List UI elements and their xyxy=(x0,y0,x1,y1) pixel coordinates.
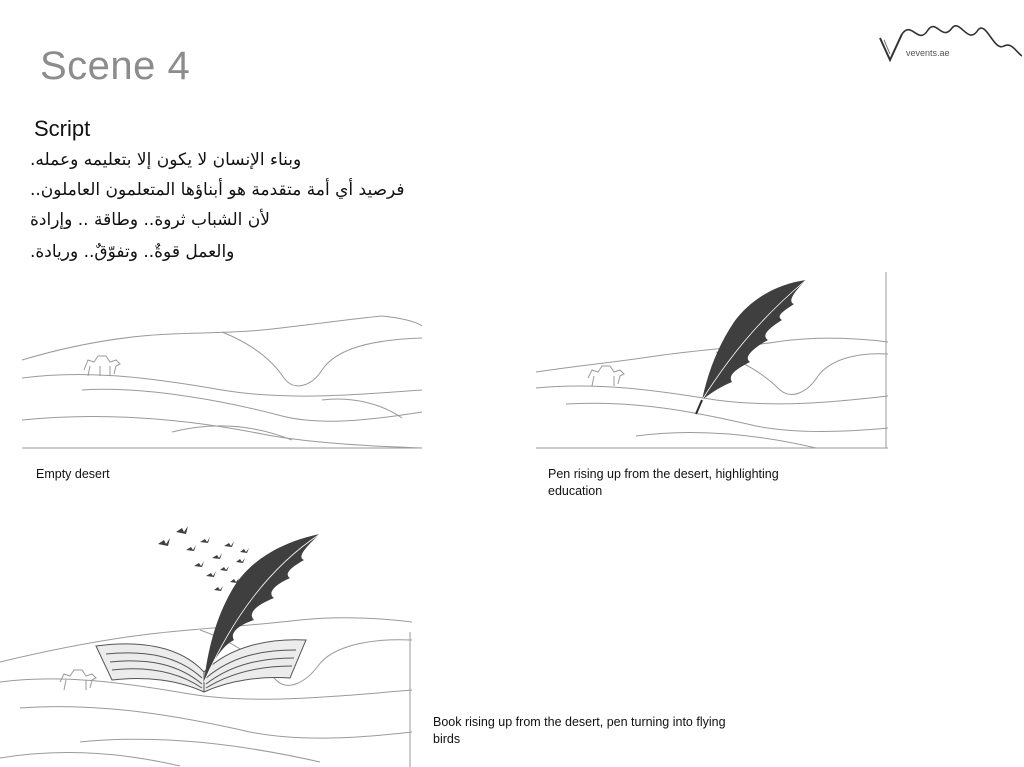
script-line-4: والعمل قوةٌ.. وتفوّقٌ.. وريادة. xyxy=(30,242,235,262)
slide-title: Scene 4 xyxy=(40,44,191,88)
caption-empty-desert: Empty desert xyxy=(36,467,110,481)
script-line-3: لأن الشباب ثروة.. وطاقة .. وإرادة xyxy=(30,210,270,230)
script-line-1: وبناء الإنسان لا يكون إلا بتعليمه وعمله. xyxy=(30,150,302,170)
script-line-2: فرصيد أي أمة متقدمة هو أبناؤها المتعلمون العاملون.. xyxy=(30,180,405,200)
script-heading: Script xyxy=(34,116,91,141)
caption-pen-rising: Pen rising up from the desert, highlighting education xyxy=(548,467,779,498)
logo-text: vevents.ae xyxy=(906,48,950,58)
pen-rising-sketch xyxy=(536,272,888,450)
book-birds-sketch xyxy=(0,522,412,767)
caption-book-rising: Book rising up from the desert, pen turning into flying birds xyxy=(433,715,726,746)
vevents-logo xyxy=(872,16,1022,72)
empty-desert-sketch xyxy=(22,300,422,450)
